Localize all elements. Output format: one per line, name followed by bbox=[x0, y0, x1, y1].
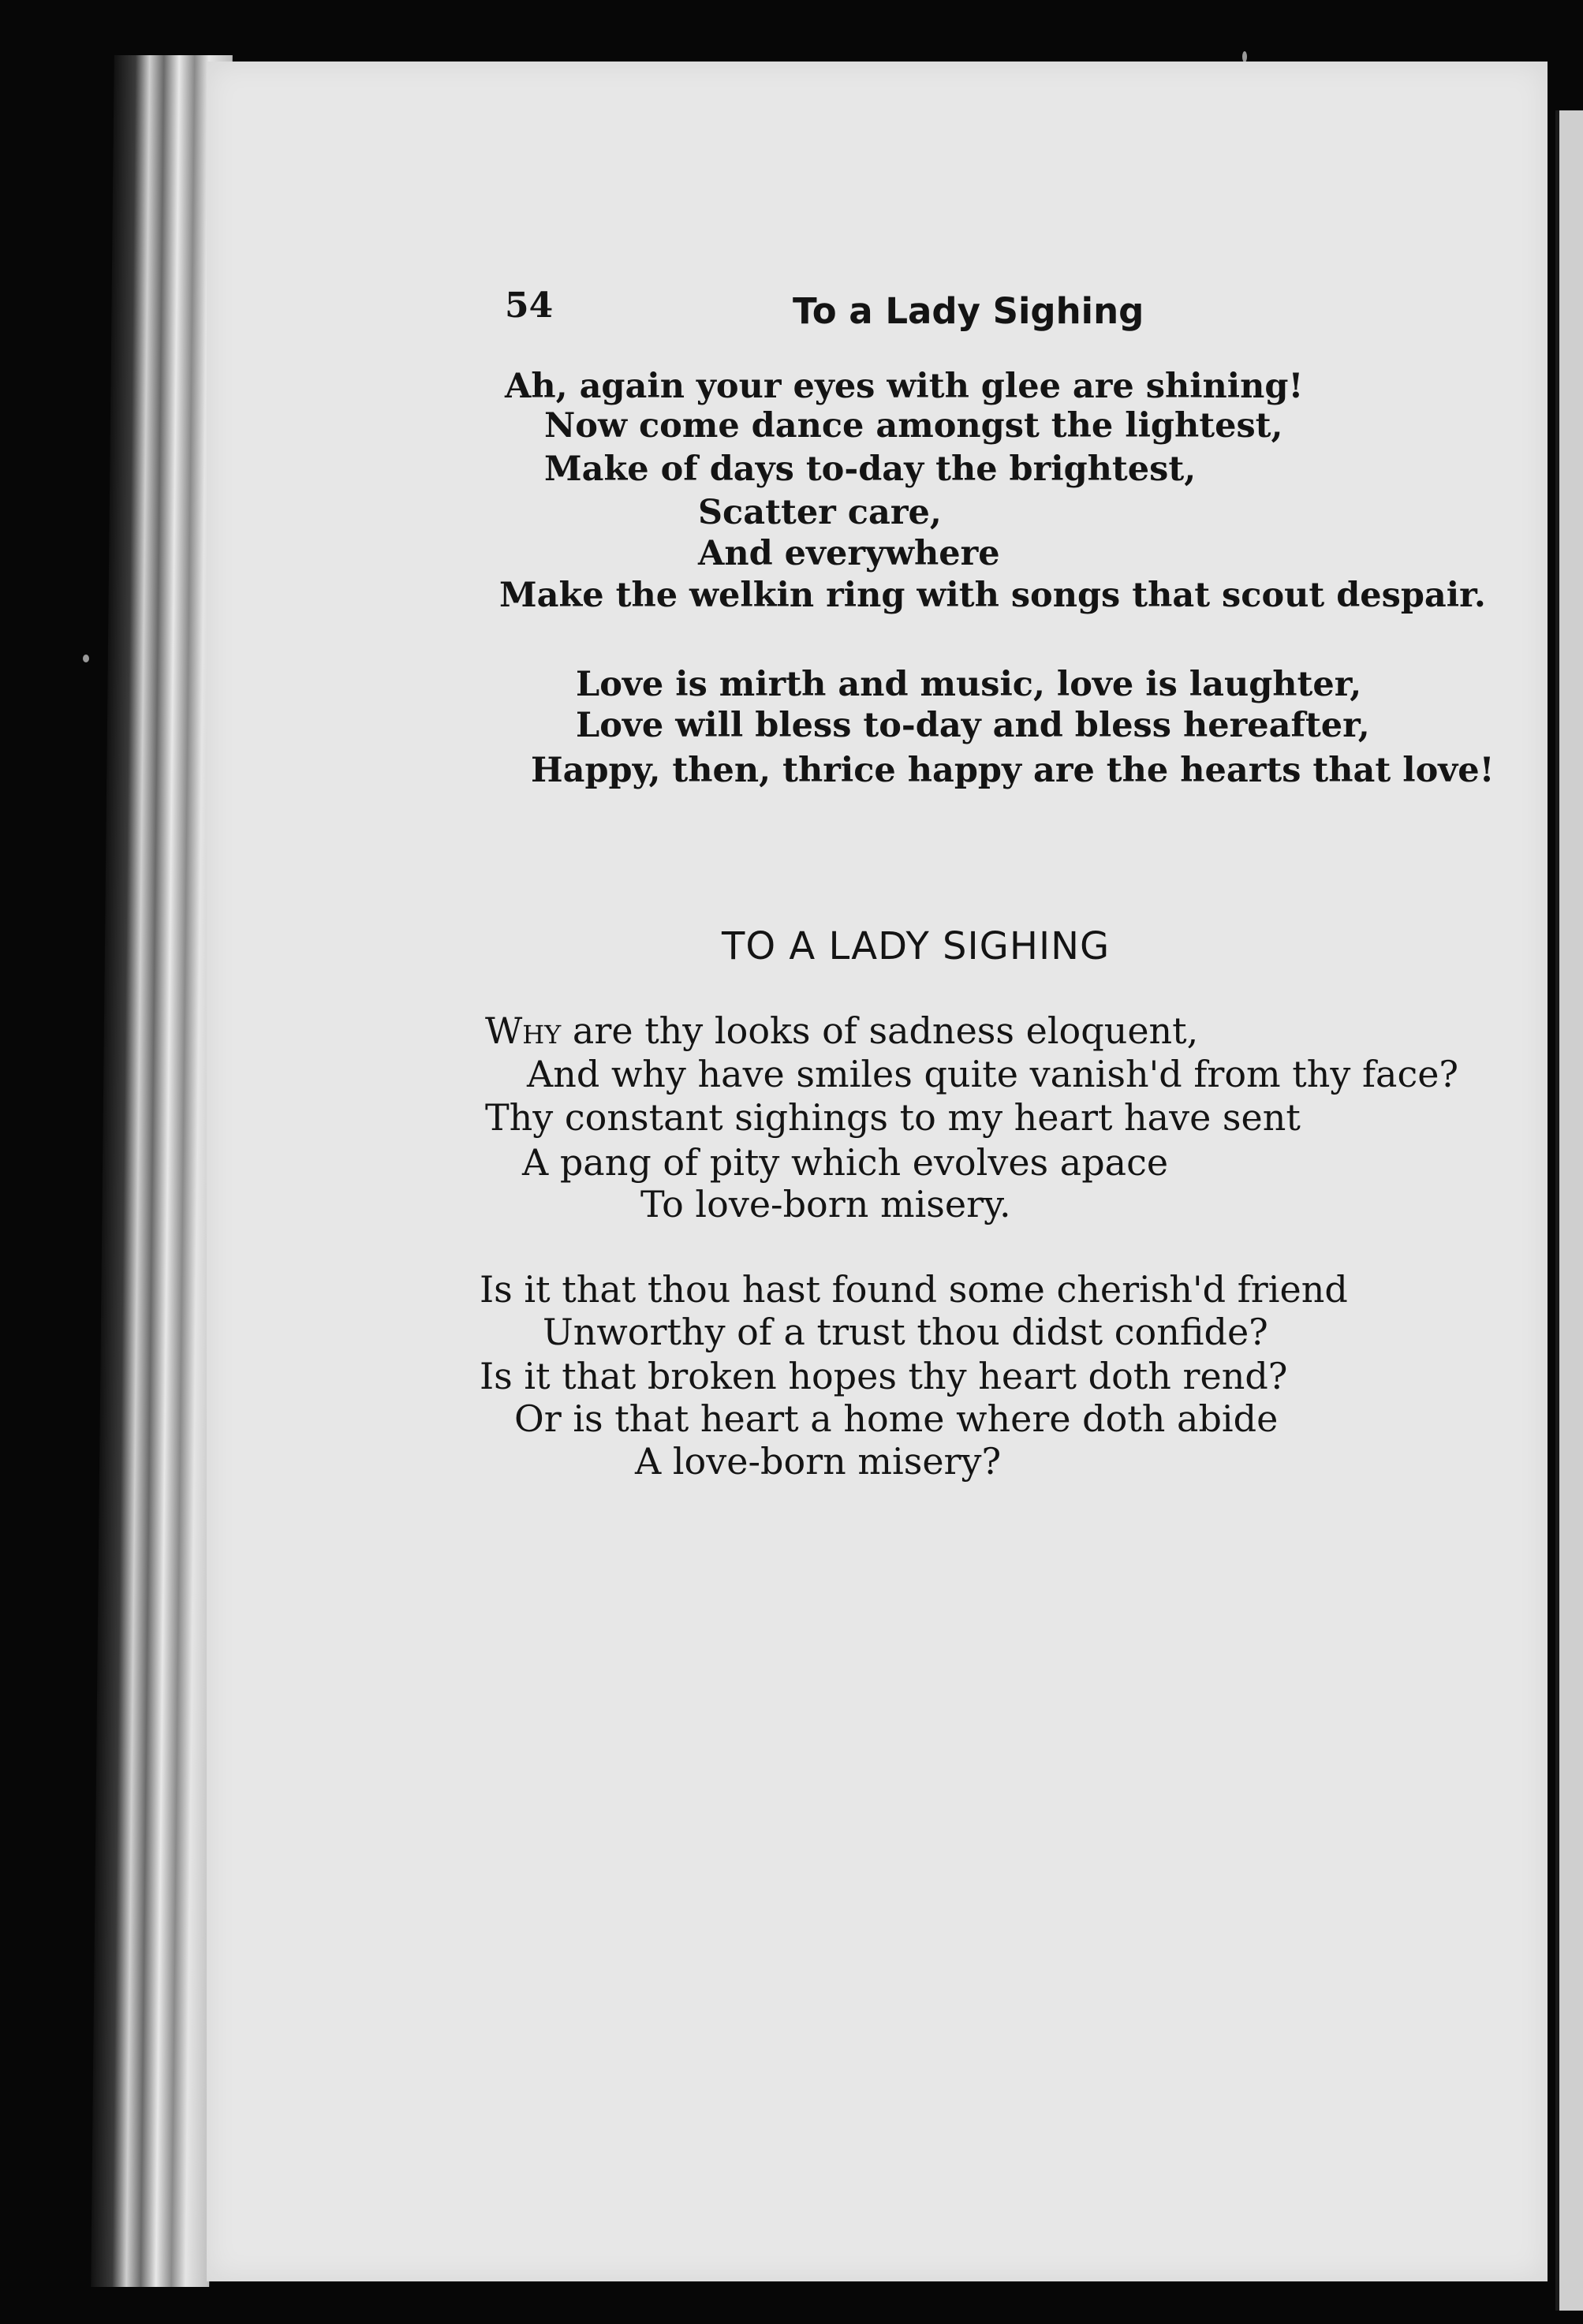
verse-line-rest: are thy looks of sadness eloquent, bbox=[561, 1009, 1199, 1052]
drop-word: Why bbox=[485, 1009, 562, 1052]
verse-line: Scatter care, bbox=[698, 493, 942, 532]
verse-line: A love-born misery? bbox=[635, 1440, 1002, 1483]
verse-line: Is it that thou hast found some cherish'd friend bbox=[480, 1268, 1348, 1311]
verse-line: Make of days to-day the brightest, bbox=[544, 450, 1197, 489]
verse-line-first bbox=[485, 1009, 1198, 1052]
verse-line: Now come dance amongst the lightest, bbox=[544, 406, 1283, 446]
verse-line: Love will bless to-day and bless hereafter, bbox=[576, 706, 1370, 745]
verse-line: Is it that broken hopes thy heart doth rend? bbox=[480, 1355, 1288, 1397]
verse-line: Happy, then, thrice happy are the hearts that love! bbox=[531, 751, 1495, 790]
verse-line: Unworthy of a trust thou didst confide? bbox=[543, 1311, 1268, 1353]
verse-line: Or is that heart a home where doth abide bbox=[514, 1397, 1279, 1440]
running-head: To a Lady Sighing bbox=[793, 290, 1144, 332]
verse-line: A pang of pity which evolves apace bbox=[522, 1141, 1169, 1184]
verse-line: And everywhere bbox=[698, 534, 1000, 573]
facing-page-edge bbox=[1555, 110, 1583, 2311]
verse-line: Ah, again your eyes with glee are shining! bbox=[505, 367, 1304, 406]
dust-speck bbox=[1242, 51, 1247, 62]
verse-line: Love is mirth and music, love is laughter, bbox=[576, 665, 1362, 704]
verse-line: And why have smiles quite vanish'd from thy face? bbox=[527, 1053, 1459, 1095]
verse-line: Thy constant sighings to my heart have sent bbox=[485, 1096, 1301, 1139]
page-number: 54 bbox=[505, 285, 554, 326]
dust-speck bbox=[83, 655, 89, 662]
verse-line: To love-born misery. bbox=[640, 1183, 1011, 1225]
poem-title: TO A LADY SIGHING bbox=[722, 924, 1111, 968]
verse-line: Make the welkin ring with songs that scout despair. bbox=[499, 576, 1486, 615]
